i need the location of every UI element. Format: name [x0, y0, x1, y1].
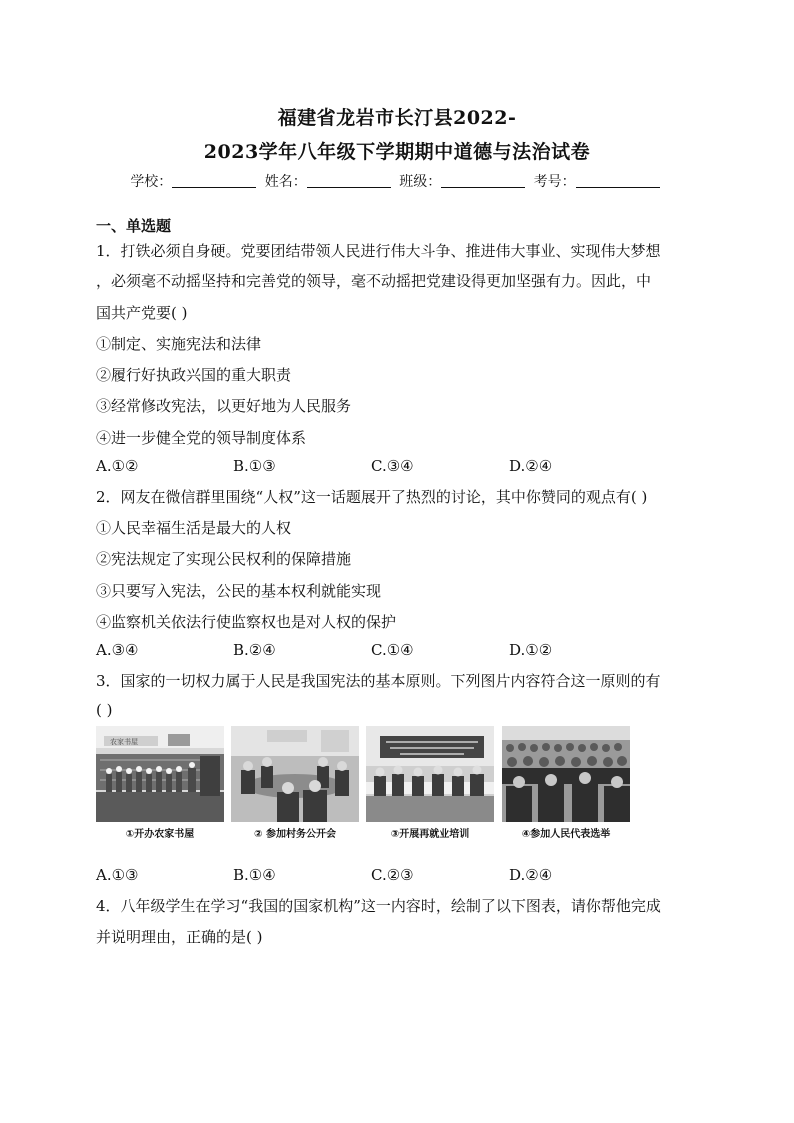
question-3-options: [96, 866, 700, 886]
question-1-statement: ③经常修改宪法，以更好地为人民服务: [96, 397, 352, 415]
question-2-statement: ④监察机关依法行使监察权也是对人权的保护: [96, 613, 397, 631]
name-blank[interactable]: [307, 173, 391, 188]
class-label: 班级：: [399, 174, 442, 190]
question-2-statement: ①人民幸福生活是最大的人权: [96, 519, 292, 537]
photo-village-library: [96, 726, 224, 844]
question-1-text: 国共产党要( ): [96, 304, 188, 322]
photo-caption: ② 参加村务公开会: [254, 829, 336, 840]
exam-title-line2: 2023学年八年级下学期期中道德与法治试卷: [203, 141, 591, 163]
option-b[interactable]: B.①③: [233, 457, 276, 475]
class-blank[interactable]: [441, 173, 525, 188]
option-a[interactable]: A.①②: [96, 457, 139, 475]
photo-village-meeting-image: [231, 726, 359, 822]
exam-title-line1: 福建省龙岩市长汀县2022-: [277, 107, 517, 129]
option-a[interactable]: A.①③: [96, 866, 139, 884]
exam-number-label: 考号：: [533, 174, 576, 190]
student-info-row: [0, 171, 794, 191]
question-1-text: 1．打铁必须自身硬。党要团结带领人民进行伟大斗争、推进伟大事业、实现伟大梦想: [96, 242, 661, 260]
photo-caption: ④参加人民代表选举: [521, 829, 611, 840]
question-2-options: [96, 641, 700, 661]
question-1-statement: ①制定、实施宪法和法律: [96, 335, 262, 353]
option-d[interactable]: D.②④: [509, 457, 553, 475]
option-a[interactable]: A.③④: [96, 641, 139, 659]
photo-sign-text: 农家书屋: [110, 738, 138, 746]
option-d[interactable]: D.①②: [509, 641, 553, 659]
question-2-statement: ②宪法规定了实现公民权利的保障措施: [96, 550, 352, 568]
question-3-text: 3．国家的一切权力属于人民是我国宪法的基本原则。下列图片内容符合这一原则的有: [96, 672, 661, 690]
question-2-statement: ③只要写入宪法，公民的基本权利就能实现: [96, 582, 382, 600]
photo-village-meeting: [231, 726, 359, 844]
option-b[interactable]: B.①④: [233, 866, 276, 884]
question-3-text: ( ): [96, 701, 113, 719]
photo-village-library-image: [96, 726, 224, 822]
exam-number-blank[interactable]: [576, 173, 660, 188]
option-c[interactable]: C.①④: [371, 641, 414, 659]
school-label: 学校：: [130, 174, 173, 190]
option-b[interactable]: B.②④: [233, 641, 276, 659]
question-4-text: 并说明理由，正确的是( ): [96, 928, 263, 946]
option-c[interactable]: C.②③: [371, 866, 414, 884]
question-1-statement: ②履行好执政兴国的重大职责: [96, 366, 292, 384]
name-label: 姓名：: [264, 174, 307, 190]
question-3-photos: [96, 726, 652, 844]
photo-reemployment-training-image: [366, 726, 494, 822]
photo-deputy-election: [502, 726, 630, 844]
section-title: 一、单选题: [96, 217, 172, 235]
school-blank[interactable]: [172, 173, 256, 188]
photo-deputy-election-image: [502, 726, 630, 822]
option-c[interactable]: C.③④: [371, 457, 414, 475]
photo-caption: ③开展再就业培训: [390, 829, 470, 840]
question-2-text: 2．网友在微信群里围绕“人权”这一话题展开了热烈的讨论，其中你赞同的观点有( ): [96, 488, 648, 506]
photo-reemployment-training: [366, 726, 494, 844]
option-d[interactable]: D.②④: [509, 866, 553, 884]
question-1-statement: ④进一步健全党的领导制度体系: [96, 429, 307, 447]
question-4-text: 4．八年级学生在学习“我国的国家机构”这一内容时，绘制了以下图表，请你帮他完成: [96, 897, 661, 915]
question-1-options: [96, 457, 700, 477]
photo-caption: ①开办农家书屋: [125, 829, 195, 840]
question-1-text: ，必须毫不动摇坚持和完善党的领导，毫不动摇把党建设得更加坚强有力。因此，中: [96, 272, 652, 290]
